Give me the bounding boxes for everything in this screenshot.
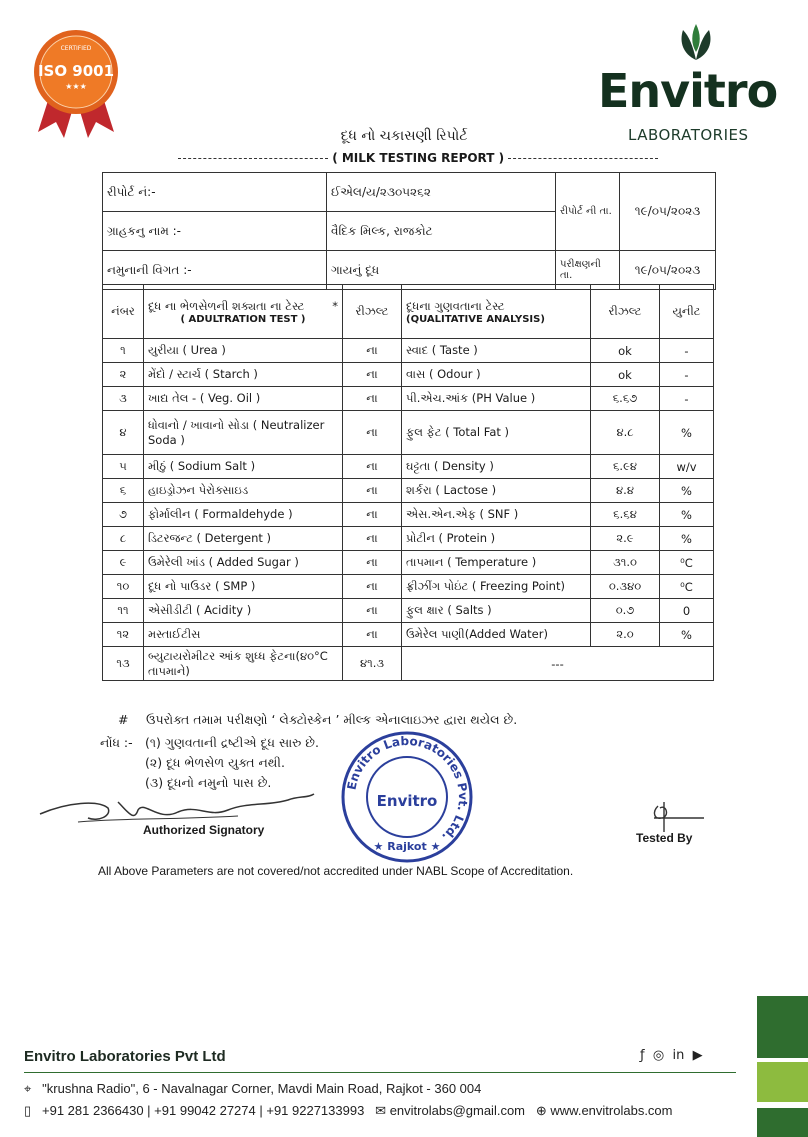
row-quality-test: તાપમાન ( Temperature ): [402, 551, 591, 575]
report-title-english: ( MILK TESTING REPORT ): [332, 151, 505, 165]
row-quality-test: શર્કરા ( Lactose ): [402, 479, 591, 503]
report-no-label: રીપોર્ટ નં:-: [103, 173, 327, 212]
notes-analyzer: ઉપરોક્ત તમામ પરીક્ષણો ‘ લેક્ટોસ્કેન ’ મીલ્ક એનાલાઇઝર દ્વારા થયેલ છે.: [146, 712, 518, 727]
row-unit: -: [660, 339, 714, 363]
row-quality-test: એસ.એન.એફ ( SNF ): [402, 503, 591, 527]
row-result: ના: [343, 551, 402, 575]
row-no: ૧: [103, 339, 144, 363]
dash-divider: [508, 158, 658, 159]
row-test: એસીડીટી ( Acidity ): [144, 599, 343, 623]
footer-contact-row: [24, 1103, 673, 1119]
row-unit: -: [660, 387, 714, 411]
instagram-icon[interactable]: ◎: [652, 1048, 665, 1063]
row-rest: ---: [402, 647, 714, 681]
authorized-signatory-label: Authorized Signatory: [143, 823, 265, 837]
row-result: ના: [343, 339, 402, 363]
row-quality-test: પ્રોટીન ( Protein ): [402, 527, 591, 551]
row-test: ઉમેરેલી ખાંડ ( Added Sugar ): [144, 551, 343, 575]
row-unit: %: [660, 411, 714, 455]
stamp-bottom: ★ Rajkot ★: [373, 840, 441, 853]
row-test: હાઇડ્રોઝન પેરોક્સાઇડ: [144, 479, 343, 503]
row-no: ૪: [103, 411, 144, 455]
row-test: મેંદો / સ્ટાર્ચ ( Starch ): [144, 363, 343, 387]
table-row: [103, 339, 714, 363]
row-test: મસ્તાઈટીસ: [144, 623, 343, 647]
tester-signature: [648, 798, 708, 834]
row-quality-result: ૪.૪: [591, 479, 660, 503]
col-header-adulteration: [144, 285, 343, 339]
lime-accent-bar: [757, 1062, 808, 1102]
row-test: બ્યુટાયરોમીટર આંક શુધ્ધ ફેટના(૪૦°C તાપમાને): [144, 647, 343, 681]
badge-main-text: ISO 9001: [37, 62, 115, 80]
report-title-english-row: [178, 151, 648, 165]
table-row: [103, 479, 714, 503]
row-quality-test: સ્વાદ ( Taste ): [402, 339, 591, 363]
globe-icon: ⊕: [535, 1103, 547, 1118]
table-row: [103, 623, 714, 647]
row-result: ૪૧.૩: [343, 647, 402, 681]
leaf-icon: [671, 22, 721, 62]
adulteration-header-text: દૂધ ના ભેળસેળની શક્યતા ના ટેસ્ટ: [148, 298, 305, 313]
report-info-table: [102, 172, 716, 290]
row-quality-test: ઉમેરેલ પાણી(Added Water): [402, 623, 591, 647]
col-header-no: નંબર: [103, 285, 144, 339]
row-no: ૯: [103, 551, 144, 575]
test-date-label: પરીક્ષણની તા.: [556, 251, 620, 290]
report-no-value: ઈએલ/ય/૨૩૦૫૨૬૨: [327, 173, 556, 212]
row-result: ના: [343, 623, 402, 647]
green-accent-bar-bottom: [757, 1108, 808, 1137]
row-result: ના: [343, 411, 402, 455]
table-row: [103, 527, 714, 551]
badge-stars: ★★★: [65, 82, 87, 91]
social-icons: [640, 1048, 703, 1063]
row-no: ૨: [103, 363, 144, 387]
row-result: ના: [343, 387, 402, 411]
logo-name: Envitro: [598, 64, 778, 118]
company-stamp: [340, 730, 474, 864]
footer-phones: +91 281 2366430 | +91 99042 27274 | +91 9227133993: [42, 1103, 365, 1118]
row-test: ખાદ્ય તેલ - ( Veg. Oil ): [144, 387, 343, 411]
row-quality-result: ૩૧.૦: [591, 551, 660, 575]
quality-header-en: (QUALITATIVE ANALYSIS): [406, 313, 545, 325]
row-no: ૭: [103, 503, 144, 527]
footer-address-row: [24, 1081, 481, 1097]
footer-address: "krushna Radio", 6 - Navalnagar Corner, Mavdi Main Road, Rajkot - 360 004: [42, 1081, 482, 1096]
row-result: ના: [343, 455, 402, 479]
envitro-logo: [598, 22, 788, 144]
footer-company: Envitro Laboratories Pvt Ltd: [24, 1048, 226, 1065]
report-date-label: રીપોર્ટ ની તા.: [556, 173, 620, 251]
row-quality-result: ૬.૯૪: [591, 455, 660, 479]
email-icon: ✉: [375, 1103, 387, 1118]
row-quality-result: ૦.૭: [591, 599, 660, 623]
logo-subtitle: LABORATORIES: [628, 126, 749, 144]
row-unit: 0: [660, 599, 714, 623]
row-no: ૬: [103, 479, 144, 503]
milk-test-table: [102, 284, 714, 681]
row-test: ડિટરજન્ટ ( Detergent ): [144, 527, 343, 551]
stamp-ring-text: Envitro Laboratories Pvt. Ltd.: [344, 733, 471, 845]
facebook-icon[interactable]: ƒ: [640, 1048, 645, 1063]
row-unit: %: [660, 623, 714, 647]
badge-top-text: CERTIFIED: [60, 45, 92, 52]
row-no: ૧૧: [103, 599, 144, 623]
adulteration-header-en: ( ADULTRATION TEST ): [180, 313, 306, 325]
table-row: [103, 411, 714, 455]
quality-header-text: દૂધના ગુણવતાના ટેસ્ટ: [406, 298, 505, 313]
row-no: ૧૩: [103, 647, 144, 681]
table-row: [103, 503, 714, 527]
row-result: ના: [343, 527, 402, 551]
row-result: ના: [343, 575, 402, 599]
nabl-disclaimer: All Above Parameters are not covered/not accredited under NABL Scope of Accreditation.: [98, 864, 574, 878]
row-unit: -: [660, 363, 714, 387]
row-quality-test: ફ્રીઝીંગ પોઇંટ ( Freezing Point): [402, 575, 591, 599]
footer-email[interactable]: envitrolabs@gmail.com: [389, 1103, 526, 1118]
footer-website[interactable]: www.envitrolabs.com: [550, 1103, 673, 1118]
sample-detail-label: નમુનાની વિગત :-: [103, 251, 327, 290]
customer-name-label: ગ્રાહકનુ નામ :-: [103, 212, 327, 251]
youtube-icon[interactable]: ▶: [692, 1048, 703, 1063]
row-quality-result: ૬.૬૪: [591, 503, 660, 527]
phone-icon: ▯: [24, 1103, 32, 1118]
report-date-value: ૧૯/૦૫/૨૦૨૩: [620, 173, 716, 251]
row-result: ના: [343, 599, 402, 623]
row-unit: %: [660, 479, 714, 503]
row-unit: %: [660, 527, 714, 551]
row-quality-test: પી.એચ.આંક (PH Value ): [402, 387, 591, 411]
row-quality-result: ok: [591, 363, 660, 387]
table-row: [103, 575, 714, 599]
footer-divider: [24, 1072, 736, 1073]
note-2: (૨) દૂધ ભેળસેળ યુક્ત નથી.: [145, 755, 285, 770]
table-row: [103, 363, 714, 387]
note-1: (૧) ગુણવતાની દ્રષ્ટીએ દૂધ સારુ છે.: [145, 735, 319, 750]
row-unit: ⁰C: [660, 575, 714, 599]
linkedin-icon[interactable]: in: [672, 1048, 685, 1063]
col-header-result2: રીઝલ્ટ: [591, 285, 660, 339]
notes-hash: #: [118, 712, 129, 727]
table-row: [103, 599, 714, 623]
col-header-unit: યુનીટ: [660, 285, 714, 339]
notes-label: નોંધ :-: [100, 735, 133, 750]
table-row-last: [103, 647, 714, 681]
location-icon: ⌖: [24, 1081, 32, 1096]
note-3: (૩) દૂધનો નમુનો પાસ છે.: [145, 775, 272, 790]
col-header-result1: રીઝલ્ટ: [343, 285, 402, 339]
row-quality-result: ૨.૦: [591, 623, 660, 647]
row-no: ૧૨: [103, 623, 144, 647]
row-quality-test: ફુલ ફેટ ( Total Fat ): [402, 411, 591, 455]
row-quality-result: ૪.૮: [591, 411, 660, 455]
test-date-value: ૧૯/૦૫/૨૦૨૩: [620, 251, 716, 290]
row-no: ૮: [103, 527, 144, 551]
row-quality-result: ૨.૯: [591, 527, 660, 551]
row-no: ૧૦: [103, 575, 144, 599]
row-test: ફોર્માલીન ( Formaldehyde ): [144, 503, 343, 527]
report-title-gujarati: દૂધ નો ચકાસણી રિપોર્ટ: [340, 128, 468, 144]
green-accent-bar: [757, 996, 808, 1058]
tested-by-label: Tested By: [636, 831, 693, 845]
row-test: યુરીયા ( Urea ): [144, 339, 343, 363]
row-result: ના: [343, 363, 402, 387]
row-quality-test: વાસ ( Odour ): [402, 363, 591, 387]
table-row: [103, 551, 714, 575]
sample-detail-value: ગાયનું દૂધ: [327, 251, 556, 290]
iso-certified-badge: [30, 28, 122, 140]
row-test: મીઠું ( Sodium Salt ): [144, 455, 343, 479]
row-quality-result: ૦.૩૪૦: [591, 575, 660, 599]
asterisk: *: [332, 298, 338, 313]
row-test: ધોવાનો / ખાવાનો સોડા ( Neutralizer Soda ): [144, 411, 343, 455]
table-row: [103, 387, 714, 411]
stamp-center: Envitro: [376, 792, 438, 810]
col-header-quality: [402, 285, 591, 339]
row-quality-test: ફુલ ક્ષાર ( Salts ): [402, 599, 591, 623]
row-unit: ⁰C: [660, 551, 714, 575]
row-result: ના: [343, 503, 402, 527]
row-unit: w/v: [660, 455, 714, 479]
customer-name-value: વૈદિક મિલ્ક, રાજકોટ: [327, 212, 556, 251]
row-unit: %: [660, 503, 714, 527]
row-result: ના: [343, 479, 402, 503]
row-quality-result: ok: [591, 339, 660, 363]
row-test: દૂધ નો પાઉડર ( SMP ): [144, 575, 343, 599]
dash-divider: [178, 158, 328, 159]
row-quality-test: ઘટ્ટતા ( Density ): [402, 455, 591, 479]
row-no: ૩: [103, 387, 144, 411]
table-row: [103, 455, 714, 479]
row-no: ૫: [103, 455, 144, 479]
row-quality-result: ૬.૬૭: [591, 387, 660, 411]
